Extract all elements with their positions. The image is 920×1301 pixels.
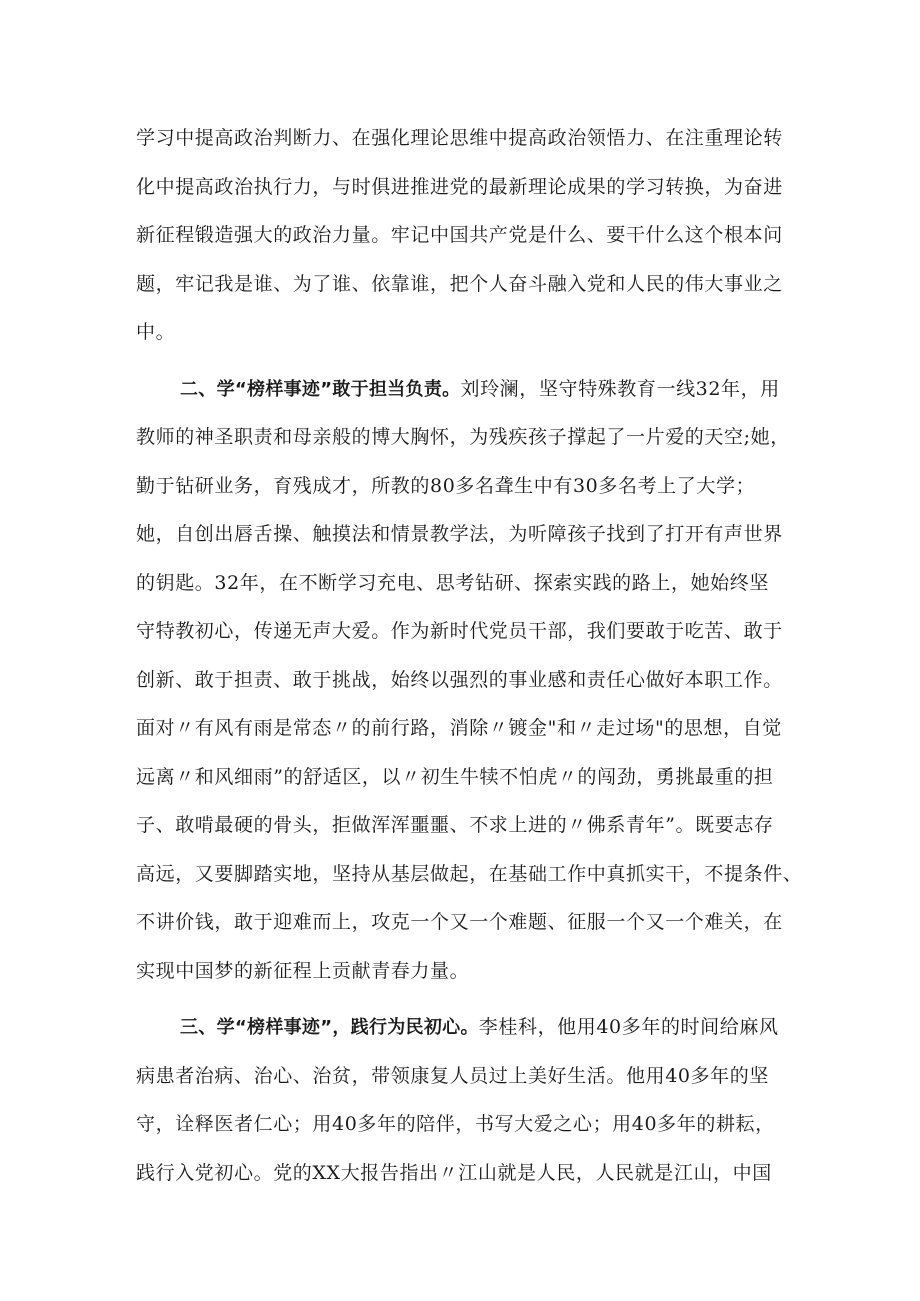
paragraph-line: 她，自创出唇舌操、触摸法和情景教学法，为听障孩子找到了打开有声世界 xyxy=(136,523,783,545)
paragraph-line: 践行入党初心。党的XX大报告指出〃江山就是人民，人民就是江山，中国 xyxy=(136,1161,772,1184)
paragraph-continuation xyxy=(136,114,804,357)
section-two-first-line xyxy=(136,365,804,414)
section-three-heading: 三、学“榜样事迹”，践行为民初心。 xyxy=(180,1017,479,1038)
paragraph-line: 实现中国梦的新征程上贡献青春力量。 xyxy=(136,959,470,982)
document-body xyxy=(136,114,804,1197)
paragraph-line: 不讲价钱，敢于迎难而上，攻克一个又一个难题、征服一个又一个难关，在 xyxy=(136,911,783,933)
paragraph-line: 题，牢记我是谁、为了谁、依靠谁，把个人奋斗融入党和人民的伟大事业之 xyxy=(136,272,783,295)
paragraph-line: 病患者治病、治心、治贫，带领康复人员过上美好生活。他用40多年的坚 xyxy=(136,1064,769,1087)
paragraph-line: 远离〃和风细雨”的舒适区，以〃初生牛犊不怕虎〃的闯劲，勇挑最重的担 xyxy=(136,765,774,788)
paragraph-line: 的钥匙。32年，在不断学习充电、思考钻研、探索实践的路上，她始终坚 xyxy=(136,571,769,594)
paragraph-line: 新征程锻造强大的政治力量。牢记中国共产党是什么、要干什么这个根本问 xyxy=(136,224,783,246)
paragraph-line: 中。 xyxy=(136,321,176,343)
section-two xyxy=(136,365,804,996)
paragraph-line: 教师的神圣职责和母亲般的博大胸怀，为残疾孩子撑起了一片爱的天空;她， xyxy=(136,426,790,448)
section-two-heading: 二、学“榜样事迹”敢于担当负责。 xyxy=(180,378,461,400)
paragraph-line: 化中提高政治执行力，与时俱进推进党的最新理论成果的学习转换，为奋进 xyxy=(136,175,783,198)
paragraph-line: 面对〃有风有雨是常态〃的前行路，消除〃镀金"和〃走过场"的思想，自觉 xyxy=(136,717,782,739)
section-three-first-line-text: 李桂科，他用40多年的时间给麻风 xyxy=(478,1016,779,1038)
paragraph-line: 子、敢啃最硬的骨头，拒做浑浑噩噩、不求上进的〃佛系青年”。既要志存 xyxy=(136,814,774,836)
section-three xyxy=(136,1003,804,1197)
paragraph-line: 学习中提高政治判断力、在强化理论思维中提高政治领悟力、在注重理论转 xyxy=(136,127,783,149)
paragraph-line: 守特教初心，传递无声大爱。作为新时代党员干部，我们要敢于吃苦、敢于 xyxy=(136,620,783,642)
section-two-first-line-text: 刘玲澜，坚守特殊教育一线32年，用 xyxy=(460,377,780,400)
section-three-first-line xyxy=(136,1003,804,1052)
paragraph-line: 高远，又要脚踏实地，坚持从基层做起，在基础工作中真抓实干，不提条件、 xyxy=(136,862,803,885)
paragraph-line: 创新、敢于担责、敢于挑战，始终以强烈的事业感和责任心做好本职工作。 xyxy=(136,668,783,691)
paragraph-line: 守，诠释医者仁心；用40多年的陪伴，书写大爱之心；用40多年的耕耘， xyxy=(136,1113,775,1135)
paragraph-line: 勤于钻研业务，育残成才，所教的80多名聋生中有30多名考上了大学； xyxy=(136,474,756,497)
